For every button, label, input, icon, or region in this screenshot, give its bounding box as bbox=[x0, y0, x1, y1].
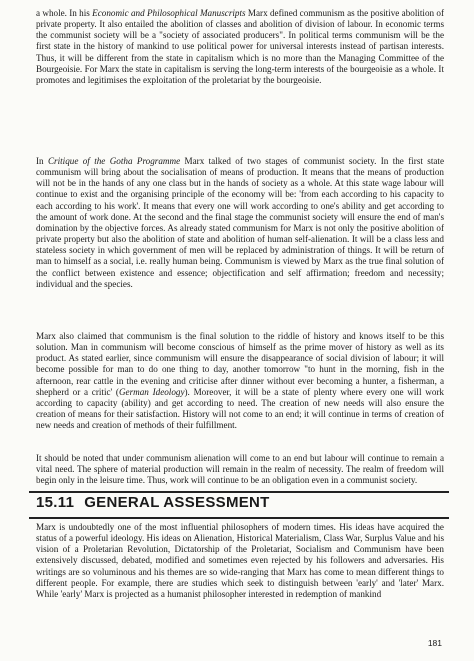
page-number: 181 bbox=[427, 638, 442, 648]
paragraph-general-assessment: Marx is undoubtedly one of the most influential philosophers of modern times. His ideas have acquired the status of a powerful ideology. His ideas on Alienation, Historical Materialism, Class War, Surplus Value and his vision of a Proletarian Revolution, Dictatorship of the Proletariat, Socialism and Communism have been extensively discussed, debated, modified and sometimes even rejected by his followers and adversaries. His writings are so voluminous and his themes are so wide-ranging that Marx has come to mean different things to different people. For example, there are studies which seek to distinguish between 'early' and 'later' Marx. While 'early' Marx is projected as a humanist philosopher interested in redemption of mankind bbox=[36, 522, 444, 599]
section-title: GENERAL ASSESSMENT bbox=[84, 494, 270, 511]
text-run: Marx defined communism as the positive abolition of private property. It also entailed the abolition of classes and abolition of division of labour. In economic terms the communist society will be a "society of associated producers". In political terms communism will be the first state in the history of mankind to use political power for universal interests instead of partisan interests. Thus, it will be different from the state in capitalism which is no more than the Managing Committee of the Bourgeoisie. For Marx the state in capitalism is serving the long-term interests of the bourgeoisie as a whole. It promotes and legitimises the exploitation of the proletariat by the bourgeoisie. bbox=[36, 8, 444, 85]
section-heading bbox=[36, 491, 270, 515]
section-number: 15.11 bbox=[36, 494, 75, 511]
book-title: German Ideology bbox=[118, 386, 185, 397]
paragraph-communism-definition bbox=[36, 8, 444, 86]
text-run: a whole. In his bbox=[36, 8, 93, 18]
book-title: Critique of the Gotha Programme bbox=[47, 156, 181, 166]
text-run: ). Moreover, it will be a state of plenty where every one will work according to capacity (ability) and get according to need. The creation of new needs will also ensure the creation of means for their satisfaction. History will not come to an end; it will continue in terms of creation of new needs and creation of methods of their fulfillment. bbox=[36, 386, 444, 431]
text-run: Marx also claimed that communism is the final solution to the riddle of history and knows itself to be this solution. Man in communism will become conscious of himself as the prime mover of history as well as its product. As stated earlier, since communism will ensure the disappearance of social division of labour; it will become possible for man to do one thing to day, another tomorrow "to hunt in the morning, fish in the afternoon, rear cattle in the evening and criticise after dinner without ever becoming a hunter, a fisherman, a shepherd or a critic' ( bbox=[36, 331, 444, 397]
text-run: In bbox=[36, 156, 48, 166]
paragraph-riddle-of-history bbox=[36, 331, 444, 431]
paragraph-alienation-end: It should be noted that under communism alienation will come to an end but labour will continue to remain a vital need. The sphere of material production will remain in the realm of necessity. The realm of freedom will begin only in the leisure time. Thus, work will continue to be an obligation even in a communist society. bbox=[36, 453, 444, 486]
paragraph-two-stages bbox=[36, 156, 444, 290]
book-title: Economic and Philosophical Manuscripts bbox=[92, 8, 246, 18]
text-run: Marx talked of two stages of communist society. In the first state communism will bring about the socialisation of means of production. It means that the means of production will not be in the hands of any one class but in the hands of society as a whole. At this state wage labour will continue to exist and the organising principle of the economy will be: 'from each according to his capacity to each according to his work'. It means that every one will work according to one's ability and get according to the amount of work done. At the second and the final stage the communist society will ensure the end of man's domination by the objective forces. As already stated communism for Marx is not only the positive abolition of private property but also the abolition of state and abolition of human self-alienation. It will be a class less and stateless society in which government of men will be replaced by administration of things. It will be return of man to himself as a social, i.e. really human being. Communism is viewed by Marx as the true final solution of the conflict between existence and essence; objectification and self affirmation; freedom and necessity; individual and the species. bbox=[36, 156, 445, 289]
